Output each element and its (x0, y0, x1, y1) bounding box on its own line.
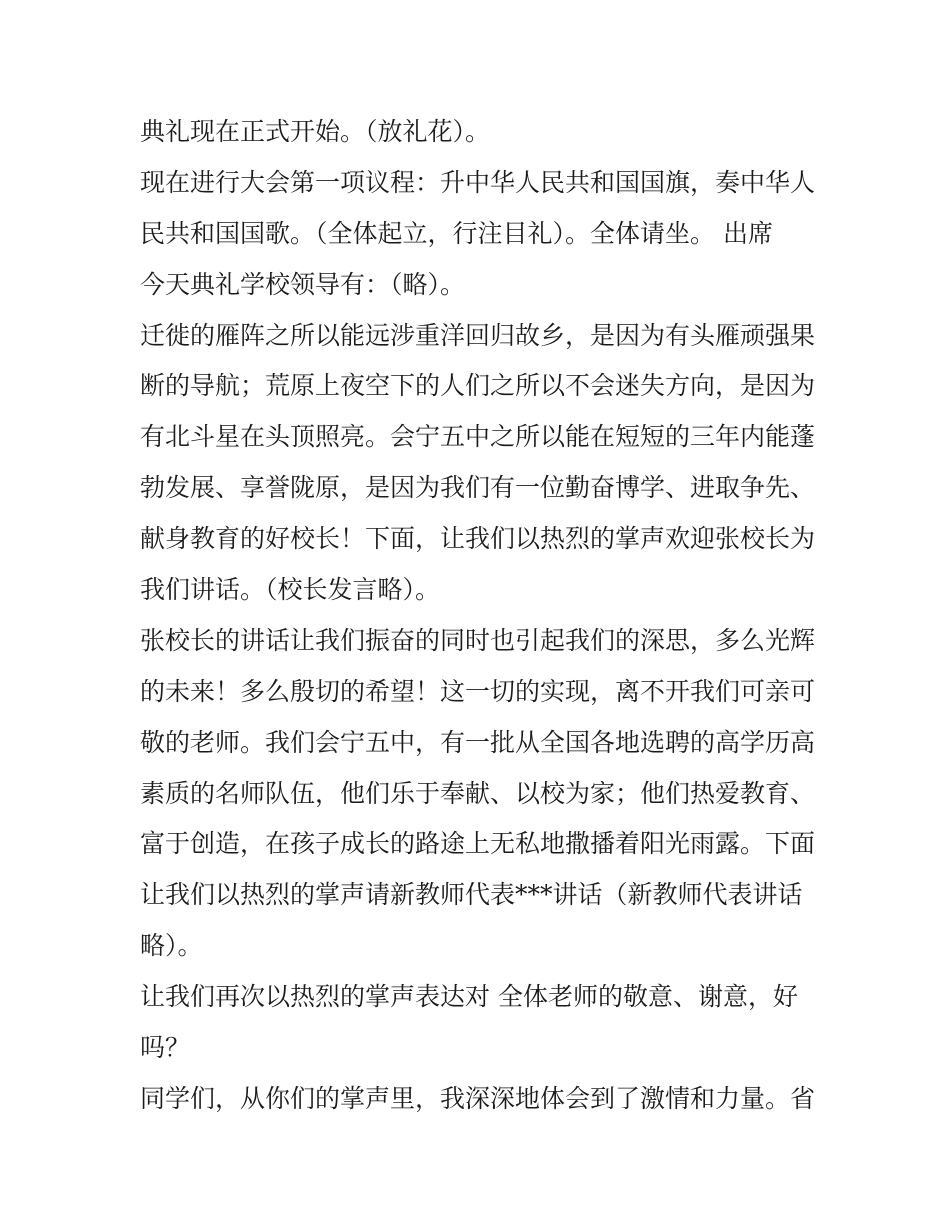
text-line: 同学们，从你们的掌声里，我深深地体会到了激情和力量。省 (140, 1083, 816, 1113)
text-line: 勃发展、享誉陇原，是因为我们有一位勤奋博学、进取争先、 (140, 473, 816, 503)
text-line: 迁徙的雁阵之所以能远涉重洋回归故乡，是因为有头雁顽强果 (140, 320, 816, 350)
document-body (140, 107, 820, 1125)
text-line: 现在进行大会第一项议程：升中华人民共和国国旗，奏中华人 (140, 167, 816, 197)
text-line: 让我们以热烈的掌声请新教师代表***讲话（新教师代表讲话 (140, 880, 803, 910)
text-line: 的未来！多么殷切的希望！这一切的实现，离不开我们可亲可 (140, 676, 816, 706)
text-line: 断的导航；荒原上夜空下的人们之所以不会迷失方向，是因为 (140, 371, 816, 401)
text-line: 有北斗星在头顶照亮。会宁五中之所以能在短短的三年内能蓬 (140, 422, 816, 452)
text-line: 今天典礼学校领导有：（略）。 (140, 269, 466, 299)
text-line: 略）。 (140, 931, 203, 961)
text-line: 张校长的讲话让我们振奋的同时也引起我们的深思，多么光辉 (140, 625, 816, 655)
text-line: 献身教育的好校长！下面，让我们以热烈的掌声欢迎张校长为 (140, 524, 816, 554)
text-line: 我们讲话。（校长发言略）。 (140, 575, 441, 605)
text-line: 吗？ (140, 1033, 191, 1063)
text-line: 典礼现在正式开始。（放礼花）。 (140, 117, 491, 146)
text-line: 素质的名师队伍，他们乐于奉献、以校为家；他们热爱教育、 (140, 778, 816, 808)
text-line: 民共和国国歌。（全体起立，行注目礼）。全体请坐。 出席 (140, 218, 773, 248)
text-line: 让我们再次以热烈的掌声表达对 全体老师的敬意、谢意，好 (140, 982, 798, 1012)
text-line: 敬的老师。我们会宁五中，有一批从全国各地选聘的高学历高 (140, 727, 816, 757)
text-line: 富于创造，在孩子成长的路途上无私地撒播着阳光雨露。下面 (140, 829, 816, 859)
